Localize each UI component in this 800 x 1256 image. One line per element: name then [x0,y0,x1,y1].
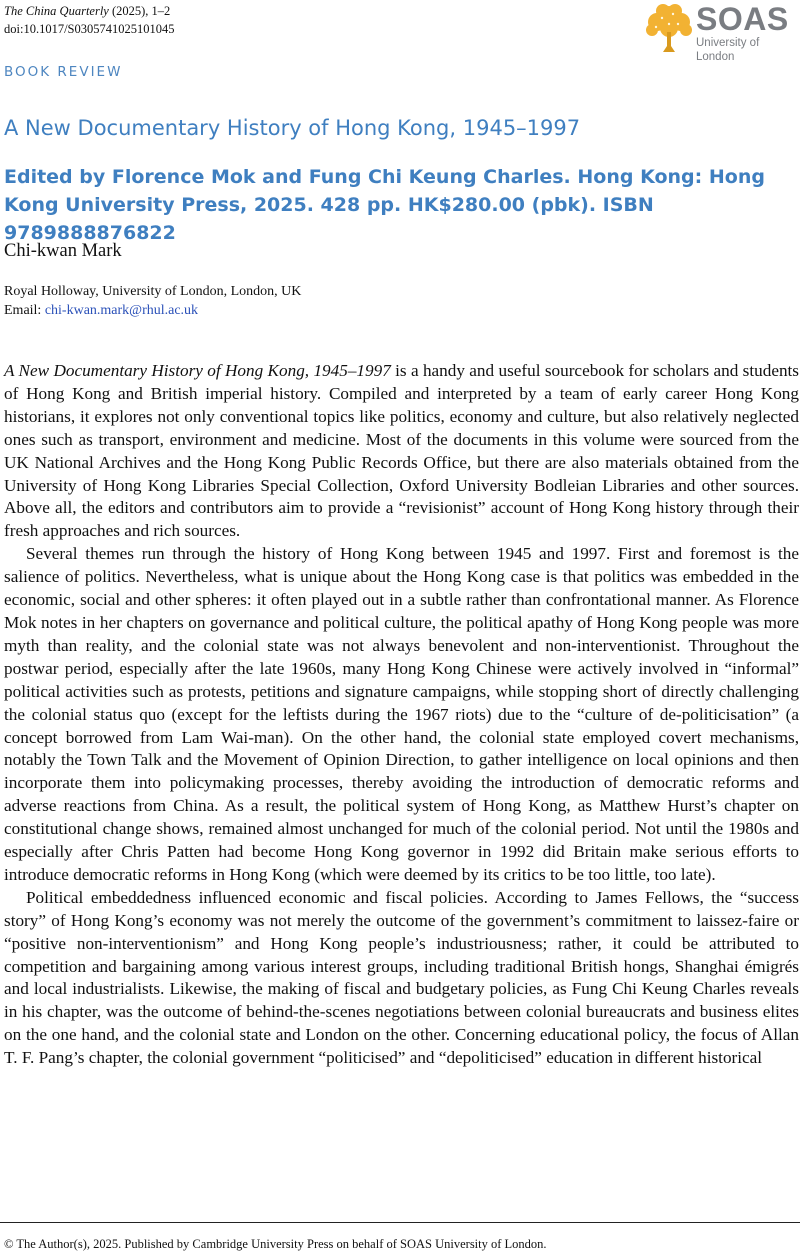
article-title: A New Documentary History of Hong Kong, 1945–1997 [4,116,581,140]
soas-logo[interactable] [642,1,800,63]
logo-name: SOAS [696,1,789,37]
doi[interactable]: doi:10.1017/S0305741025101045 [4,22,175,36]
paragraph-1-text: is a handy and useful sourcebook for scholars and students of Hong Kong and British imperial history. Compiled and interpreted by a team of early career Hong Kong historians, it explores not only conventional topics like politics, economy and culture, but also relatively neglected ones such as transport, environment and medicine. Most of the documents in this volume were sourced from the UK National Archives and the Hong Kong Public Records Office, but there are also materials obtained from the University of Hong Kong Libraries Special Collection, Oxford University Bodleian Libraries and other sources. Above all, the editors and contributors aim to provide a “revisionist” account of Hong Kong history through their fresh approaches and rich sources. [4,361,799,541]
author-affiliation: Royal Holloway, University of London, London, UK [4,284,302,299]
section-label: BOOK REVIEW [4,64,123,80]
article-subtitle: Edited by Florence Mok and Fung Chi Keung Charles. Hong Kong: Hong Kong University Press, 2025. 428 pp. HK$280.00 (pbk). ISBN 9789888876822 [4,166,765,244]
logo-text [696,2,800,64]
paragraph-2: Several themes run through the history of Hong Kong between 1945 and 1997. First and foremost is the salience of politics. Nevertheless, what is unique about the Hong Kong case is that politics was embedded in the economic, social and other spheres: it often played out in a subtle rather than confrontational manner. As Florence Mok notes in her chapters on governance and political culture, the political apathy of Hong Kong people was more myth than reality, and the colonial state was not always benevolent and non-interventionist. Throughout the postwar period, especially after the late 1960s, many Hong Kong Chinese were actively involved in “informal” political activities such as protests, petitions and signature campaigns, while stopping short of directly challenging the colonial status quo (except for the leftists during the 1967 riots) due to the “culture of de-politicisation” (a concept borrowed from Lam Wai-man). On the other hand, the colonial state employed covert mechanisms, notably the Town Talk and the Movement of Opinion Direction, to gather intelligence on local opinions and then incorporate them into policymaking processes, thereby avoiding the introduction of democratic reforms and adverse reactions from China. As a result, the political system of Hong Kong, as Matthew Hurst’s chapter on constitutional change shows, remained almost unchanged for much of the colonial period. Not until the 1980s and especially after Chris Patten had become Hong Kong governor in 1992 did Britain make serious efforts to introduce democratic reforms in Hong Kong (which were deemed by its critics to be too little, too late). [4,544,799,884]
journal-citation [4,2,175,20]
journal-header [4,2,175,38]
book-title-italic: A New Documentary History of Hong Kong, 1945–1997 [4,361,391,380]
copyright-footer: © The Author(s), 2025. Published by Cambridge University Press on behalf of SOAS University of London. [4,1237,547,1251]
tree-icon [642,2,696,54]
paragraph-1 [4,360,799,543]
email-link[interactable]: chi-kwan.mark@rhul.ac.uk [44,303,199,318]
article-body [4,360,799,1070]
email-label: Email: [4,303,45,318]
paragraph-3: Political embeddedness influenced economic and fiscal policies. According to James Fellows, the “success story” of Hong Kong’s economy was not merely the outcome of the government’s commitment to laissez-faire or “positive non-interventionism” and Hong Kong people’s industriousness; rather, it could be attributed to competition and bargaining among various interest groups, including traditional British hongs, Shanghai émigrés and local industrialists. Likewise, the making of fiscal and budgetary policies, as Fung Chi Keung Charles reveals in his chapter, was the outcome of behind-the-scenes negotiations between colonial bureaucrats and business elites on the one hand, and the colonial state and London on the other. Concerning educational policy, the focus of Allan T. F. Pang’s chapter, the colonial government “politicised” and “depoliticised” education in different historical [4,887,799,1068]
author-email [4,301,198,320]
author-name: Chi-kwan Mark [4,241,122,261]
journal-name: The China Quarterly [4,4,109,18]
logo-subtitle: University of London [696,37,760,63]
footer-rule [0,1222,800,1223]
journal-info: (2025), 1–2 [108,4,171,18]
